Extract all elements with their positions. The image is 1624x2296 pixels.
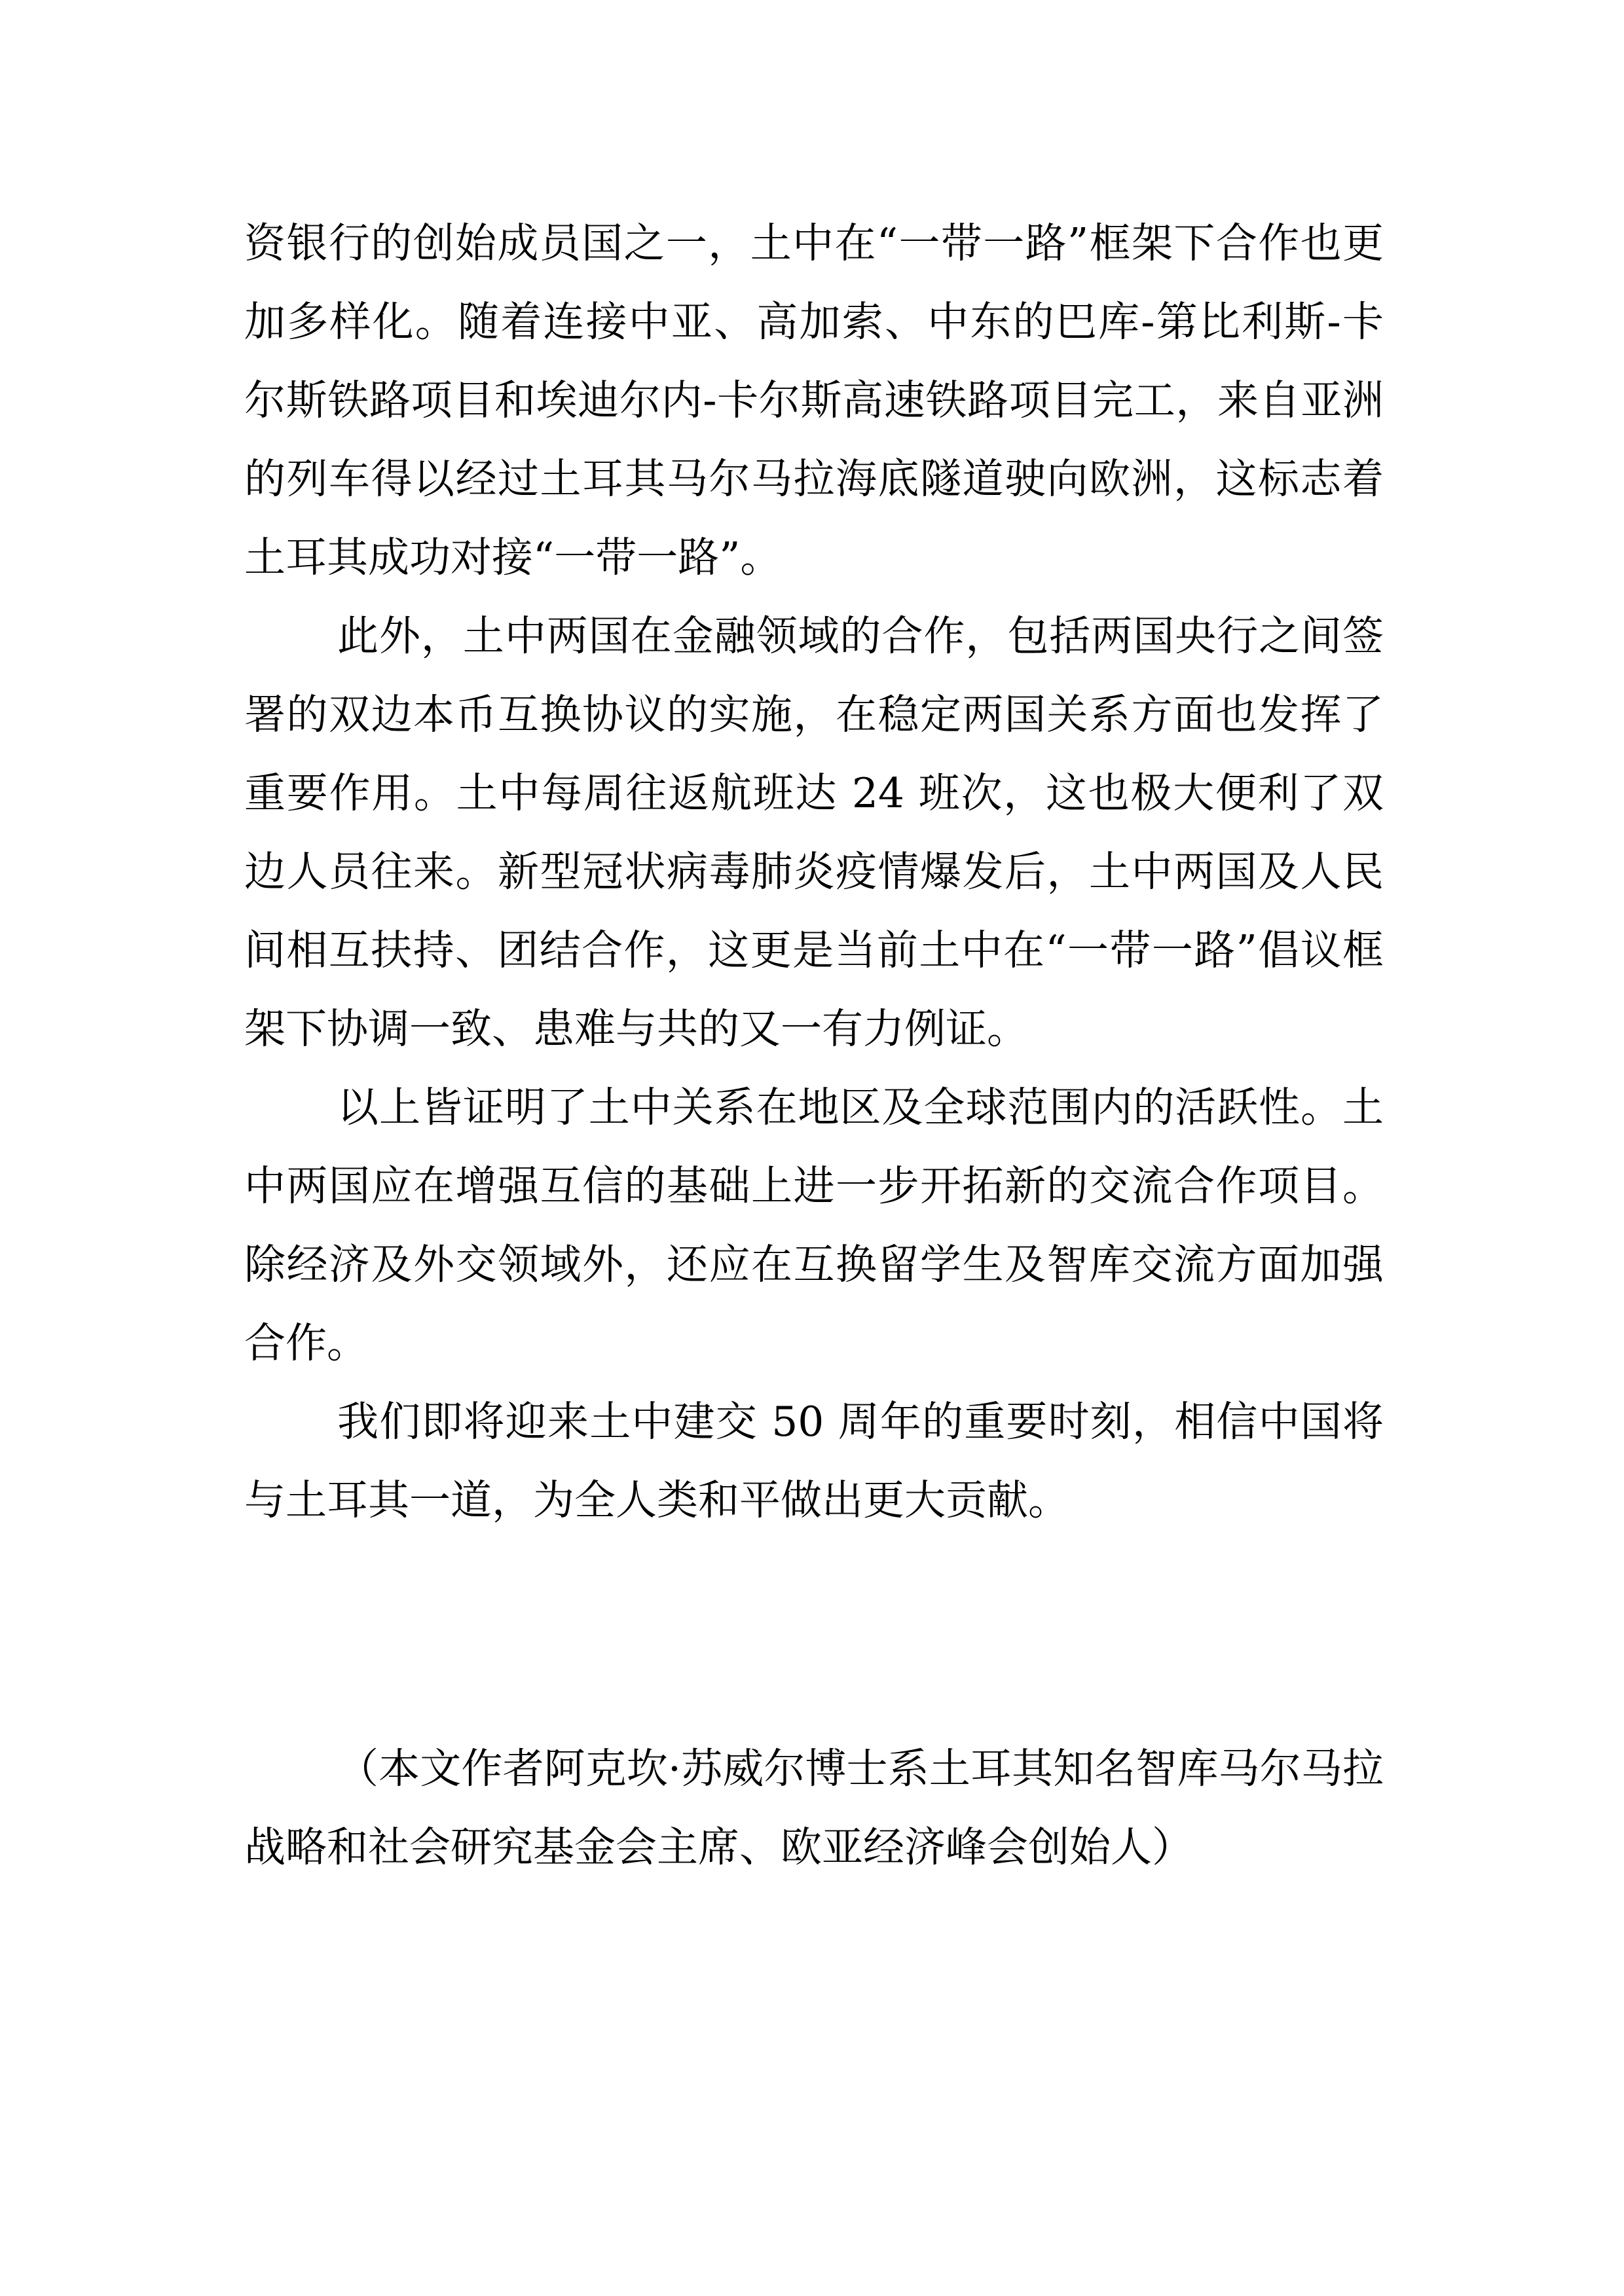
paragraph-anniversary: 我们即将迎来土中建交 50 周年的重要时刻，相信中国将与土耳其一道，为全人类和平做出更大贡献。 (244, 1398, 1384, 1524)
author-note-block (244, 1730, 1384, 1887)
paragraph-continuation: 资银行的创始成员国之一，土中在“一带一路”框架下合作也更加多样化。随着连接中亚、高加索、中东的巴库-第比利斯-卡尔斯铁路项目和埃迪尔内-卡尔斯高速铁路项目完工，来自亚洲的列车得以经过土耳其马尔马拉海底隧道驶向欧洲，这标志着土耳其成功对接“一带一路”。 (244, 219, 1384, 581)
article-body (244, 204, 1384, 1540)
paragraph-finance-cooperation: 此外，土中两国在金融领域的合作，包括两国央行之间签署的双边本币互换协议的实施，在稳定两国关系方面也发挥了重要作用。土中每周往返航班达 24 班次，这也极大便利了双边人员往来。新型冠状病毒肺炎疫情爆发后，土中两国及人民间相互扶持、团结合作，这更是当前土中在“一带一路”倡议框架下协调一致、患难与共的又一有力例证。 (244, 612, 1384, 1053)
paragraph-relations-activity: 以上皆证明了土中关系在地区及全球范围内的活跃性。土中两国应在增强互信的基础上进一步开拓新的交流合作项目。除经济及外交领域外，还应在互换留学生及智库交流方面加强合作。 (244, 1084, 1384, 1367)
author-note: （本文作者阿克坎·苏威尔博士系土耳其知名智库马尔马拉战略和社会研究基金会主席、欧亚经济峰会创始人） (244, 1745, 1384, 1871)
